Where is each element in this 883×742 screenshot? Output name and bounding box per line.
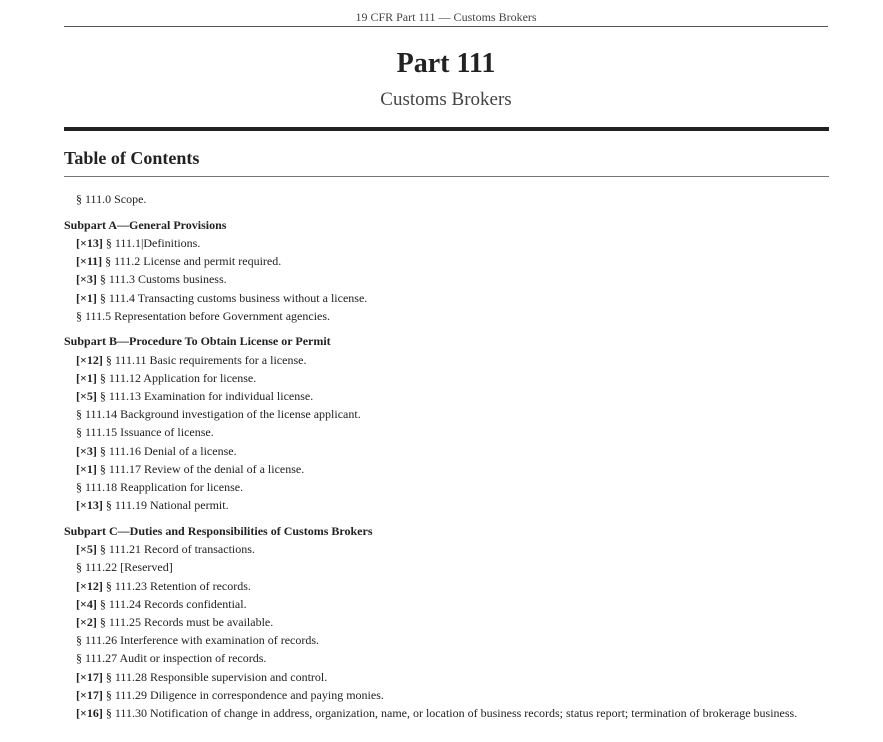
amendment-count-badge: [×11] [76,254,103,269]
toc-entry[interactable] [64,496,828,514]
amendment-count-badge: [×17] [76,687,103,702]
toc-entry[interactable] [64,369,828,387]
amendment-count-badge: [×12] [76,578,103,593]
section-link[interactable]: § 111.28 Responsible supervision and control. [105,669,328,684]
toc-entry[interactable] [64,289,828,307]
toc-entry[interactable] [64,405,828,423]
section-link[interactable]: § 111.16 Denial of a license. [99,443,237,458]
table-of-contents [64,190,828,722]
toc-entry[interactable] [64,577,828,595]
toc-entry[interactable] [64,540,828,558]
toc-entry[interactable] [64,307,828,325]
section-link[interactable]: § 111.11 Basic requirements for a license. [105,352,307,367]
amendment-count-badge: [×5] [76,542,97,557]
running-head-divider [64,26,828,27]
amendment-count-badge: [×13] [76,498,103,513]
toc-entry[interactable] [64,190,828,208]
section-link[interactable]: § 111.2 License and permit required. [105,254,282,269]
toc-entry[interactable] [64,668,828,686]
section-link[interactable]: § 111.15 Issuance of license. [76,425,214,440]
toc-entry[interactable] [64,631,828,649]
title-divider [64,127,829,131]
section-link[interactable]: § 111.3 Customs business. [99,272,227,287]
part-subtitle: Customs Brokers [380,89,512,110]
section-link[interactable]: § 111.26 Interference with examination of records. [76,633,320,648]
section-link[interactable]: § 111.12 Application for license. [99,370,257,385]
amendment-count-badge: [×4] [76,596,97,611]
section-link[interactable]: § 111.4 Transacting customs business without a license. [99,290,368,305]
subpart-heading: Subpart B—Procedure To Obtain License or Permit [64,334,331,349]
amendment-count-badge: [×12] [76,352,103,367]
running-head: 19 CFR Part 111 — Customs Brokers [355,10,537,24]
amendment-count-badge: [×1] [76,370,97,385]
section-link[interactable]: § 111.13 Examination for individual license. [99,389,314,404]
toc-entry[interactable] [64,558,828,576]
section-link[interactable]: § 111.0 Scope. [76,192,147,206]
amendment-count-badge: [×3] [76,272,97,287]
amendment-count-badge: [×3] [76,443,97,458]
toc-entry[interactable] [64,442,828,460]
toc-entry[interactable] [64,478,828,496]
section-link[interactable]: § 111.24 Records confidential. [99,596,247,611]
amendment-count-badge: [×13] [76,235,103,250]
section-link[interactable]: § 111.27 Audit or inspection of records. [76,651,267,666]
toc-entry[interactable] [64,234,828,252]
section-link[interactable]: § 111.21 Record of transactions. [99,542,255,557]
section-link[interactable]: § 111.17 Review of the denial of a license. [99,461,305,476]
subpart-heading: Subpart A—General Provisions [64,217,227,232]
amendment-count-badge: [×1] [76,461,97,476]
toc-entry[interactable] [64,270,828,288]
toc-heading: Table of Contents [64,148,200,168]
toc-entry[interactable] [64,649,828,667]
section-link[interactable]: § 111.25 Records must be available. [99,614,274,629]
toc-entry[interactable] [64,460,828,478]
amendment-count-badge: [×1] [76,290,97,305]
toc-entry[interactable] [64,252,828,270]
section-link[interactable]: § 111.14 Background investigation of the license applicant. [76,407,361,422]
amendment-count-badge: [×17] [76,669,103,684]
section-link[interactable]: § 111.23 Retention of records. [105,578,251,593]
section-link[interactable]: § 111.22 [Reserved] [76,560,173,575]
amendment-count-badge: [×16] [76,705,103,720]
toc-entry[interactable] [64,423,828,441]
part-title: Part 111 [396,48,496,79]
section-link[interactable]: § 111.19 National permit. [105,498,229,513]
toc-entry[interactable] [64,613,828,631]
toc-divider [64,176,829,177]
amendment-count-badge: [×2] [76,614,97,629]
toc-entry[interactable] [64,387,828,405]
toc-entry[interactable] [64,595,828,613]
section-link[interactable]: § 111.18 Reapplication for license. [76,480,244,495]
toc-entry[interactable] [64,351,828,369]
toc-entry[interactable] [64,704,828,722]
amendment-count-badge: [×5] [76,389,97,404]
subpart-heading: Subpart C—Duties and Responsibilities of Customs Brokers [64,523,373,538]
section-link[interactable]: § 111.30 Notification of change in address, organization, name, or location of business records; status report; termination of brokerage business. [105,705,798,720]
section-link[interactable]: § 111.1|Definitions. [105,235,201,250]
section-link[interactable]: § 111.29 Diligence in correspondence and paying monies. [105,687,384,702]
toc-entry[interactable] [64,686,828,704]
section-link[interactable]: § 111.5 Representation before Government agencies. [76,308,331,323]
